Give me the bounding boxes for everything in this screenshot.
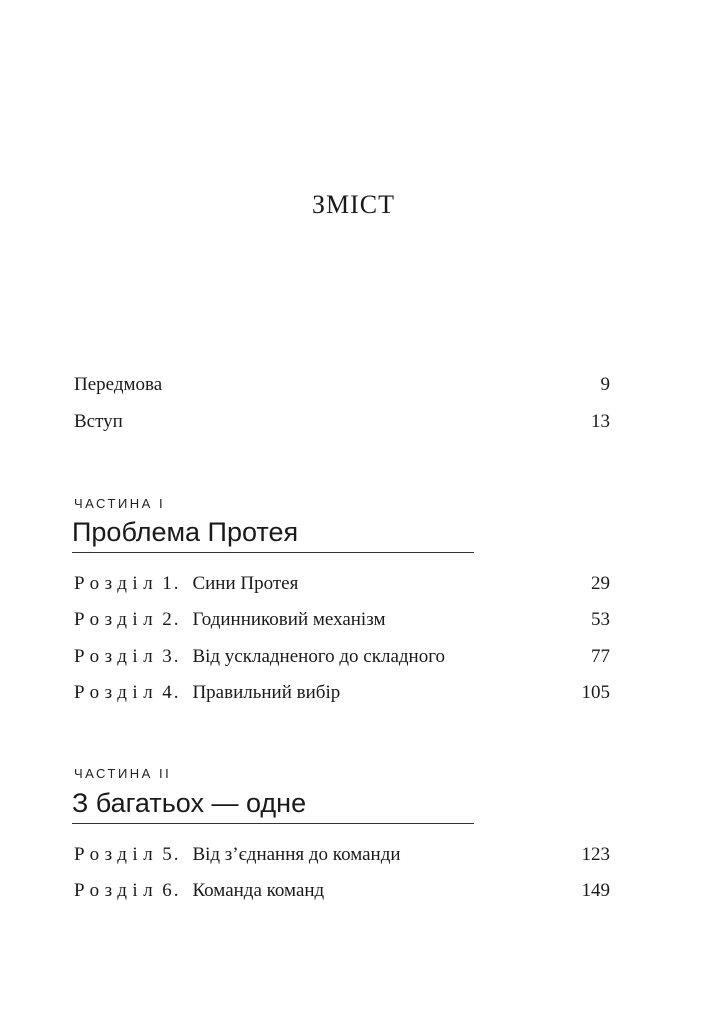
toc-chapter-entry[interactable] [74, 573, 610, 595]
chapter-title: Від ускладненого до складного [192, 646, 446, 667]
toc-entry-page: 9 [600, 374, 610, 395]
toc-entry-page: 13 [591, 411, 610, 432]
toc-chapter-entry[interactable] [74, 682, 610, 704]
part-label: ЧАСТИНА II [74, 766, 172, 781]
toc-entry-title: Вступ [74, 411, 123, 432]
toc-chapter-entry[interactable] [74, 646, 610, 668]
toc-entry-page: 123 [581, 844, 610, 865]
toc-entry-preface[interactable] [74, 374, 610, 396]
toc-chapter-entry[interactable] [74, 880, 610, 902]
toc-chapter-entry[interactable] [74, 609, 610, 631]
chapter-heading [74, 880, 324, 902]
toc-entry-page: 105 [581, 682, 610, 703]
chapter-number: 4. [162, 682, 181, 703]
toc-entry-title: Передмова [74, 374, 163, 395]
chapter-word: Розділ [74, 682, 159, 703]
chapter-word: Розділ [74, 609, 159, 630]
chapter-title: Годинниковий механізм [192, 609, 386, 630]
chapter-word: Розділ [74, 646, 159, 667]
chapter-number: 5. [162, 844, 181, 865]
chapter-heading [74, 646, 445, 668]
chapter-heading [74, 844, 401, 866]
toc-entry-page: 53 [591, 609, 610, 630]
toc-entry-page: 29 [591, 573, 610, 594]
page-title: ЗМІСТ [311, 190, 396, 219]
chapter-number: 6. [162, 880, 181, 901]
chapter-title: Від з’єднання до команди [192, 844, 401, 865]
chapter-word: Розділ [74, 573, 159, 594]
toc-entry-page: 77 [591, 646, 610, 667]
chapter-word: Розділ [74, 844, 159, 865]
chapter-title: Сини Протея [192, 573, 299, 594]
chapter-title: Команда команд [192, 880, 325, 901]
chapter-number: 2. [162, 609, 181, 630]
part-title: З багатьох — одне [72, 787, 474, 824]
part-label: ЧАСТИНА I [74, 496, 166, 511]
chapter-heading [74, 573, 298, 595]
chapter-heading [74, 609, 385, 631]
toc-chapter-entry[interactable] [74, 844, 610, 866]
chapter-heading [74, 682, 340, 704]
chapter-word: Розділ [74, 880, 159, 901]
toc-entry-page: 149 [581, 880, 610, 901]
chapter-title: Правильний вибір [192, 682, 341, 703]
toc-entry-introduction[interactable] [74, 411, 610, 433]
chapter-number: 3. [162, 646, 181, 667]
chapter-number: 1. [162, 573, 181, 594]
part-title: Проблема Протея [72, 516, 474, 553]
